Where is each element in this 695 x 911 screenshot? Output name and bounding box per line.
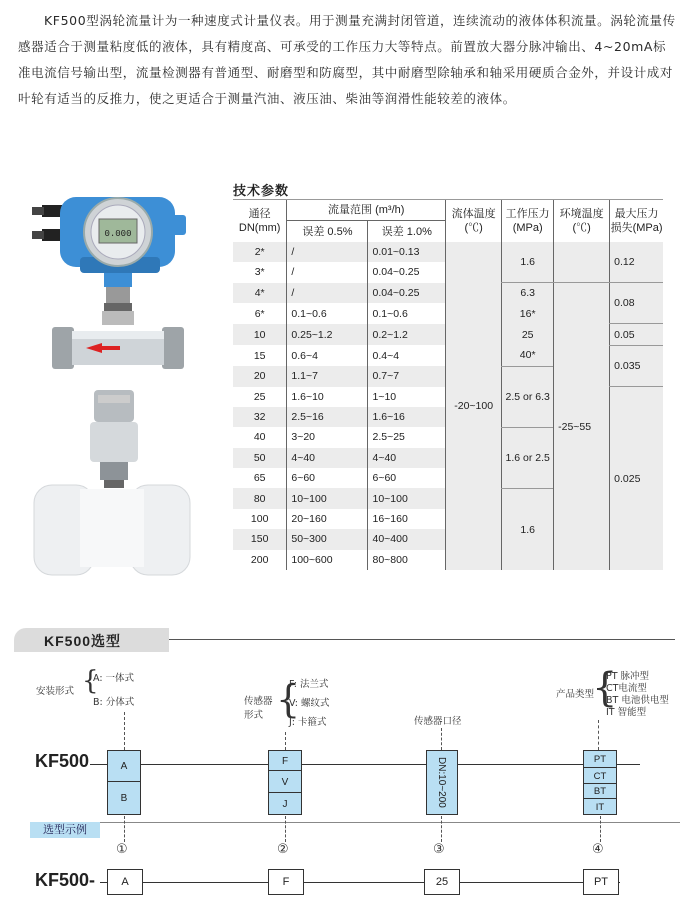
table-row: 32 2.5~16 1.6~16: [233, 407, 663, 427]
loss-value: 0.05: [610, 324, 663, 345]
option-box-v: V: [268, 770, 302, 793]
install-label: 安装形式: [36, 686, 75, 697]
table-row: 15 0.6~4 0.4~4 40* 0.035: [233, 345, 663, 366]
option-box-f: F: [268, 750, 302, 771]
option-box-it: IT: [583, 798, 617, 815]
example-value-product: PT: [583, 869, 619, 895]
header-env-temp: 环境温度(℃): [554, 200, 610, 242]
install-option-b: B: 分体式: [93, 697, 135, 708]
flowmeter-illustration: [20, 185, 220, 585]
option-box-a: A: [107, 750, 141, 782]
example-tag: 选型示例: [30, 822, 100, 838]
intro-paragraph: KF500型涡轮流量计为一种速度式计量仪表。用于测量充满封闭管道，连续流动的液体体积流量。涡轮流量传感器适合于测量粘度低的液体，具有精度高、可承受的工作压力大等特点。前置放大器分脉冲输出、4~20mA标准电流信号输出型，流量检测器有普通型、耐磨型和防腐型，其中耐磨型除轴承和轴采用硬质合金外，并设计成对叶轮有适当的反推力，使之更适合于测量汽油、液压油、柴油等润滑性能较差的液体。: [18, 13, 676, 106]
table-row: 40 3~20 2.5~25 1.6 or 2.5: [233, 427, 663, 447]
table-row: 4* / 0.04~0.25 6.3 -25~55 0.08: [233, 283, 663, 304]
model-line: [90, 764, 640, 765]
table-row: 65 6~60 6~60: [233, 468, 663, 488]
sensor-brace: {: [276, 677, 301, 721]
product-images: [20, 185, 220, 585]
example-value-install: A: [107, 869, 143, 895]
table-row: 20 1.1~7 0.7~7 2.5 or 6.3: [233, 366, 663, 386]
pressure-value: 1.6: [502, 488, 554, 570]
example-model: KF500-: [35, 870, 96, 890]
table-row: 50 4~40 4~40: [233, 448, 663, 468]
option-box-ct: CT: [583, 767, 617, 784]
product-option-it: IT 智能型: [606, 707, 647, 718]
step-number-4: ④: [592, 842, 604, 857]
connector: [124, 816, 125, 842]
connector: [441, 728, 442, 750]
example-divider: [30, 822, 680, 823]
header-err10: 误差 1.0%: [368, 221, 446, 242]
step-number-3: ③: [433, 842, 445, 857]
connector: [598, 720, 599, 750]
product-option-pt: PT 脉冲型: [606, 671, 650, 682]
pressure-value: 25: [502, 324, 554, 345]
connector: [285, 732, 286, 750]
option-box-diameter: [426, 750, 458, 815]
step-number-1: ①: [116, 842, 128, 857]
fluid-temp-value: -20~100: [446, 242, 502, 570]
sensor-label-2: 形式: [244, 710, 264, 721]
env-temp-value: -25~55: [554, 283, 610, 570]
product-option-ct: CT电流型: [606, 683, 647, 694]
product-label: 产品类型: [556, 689, 595, 700]
header-pressure: 工作压力(MPa): [502, 200, 554, 242]
table-row: 100 20~160 16~160: [233, 509, 663, 529]
sensor-option-v: V: 螺纹式: [289, 698, 330, 709]
pressure-value: 6.3: [502, 283, 554, 304]
connector: [124, 712, 125, 750]
connector: [441, 816, 442, 842]
example-line: [100, 882, 620, 883]
table-row: 200 100~600 80~800: [233, 550, 663, 570]
loss-value: 0.025: [610, 387, 663, 571]
option-box-pt: PT: [583, 750, 617, 768]
example-value-diameter: 25: [424, 869, 460, 895]
pressure-value: 2.5 or 6.3: [502, 366, 554, 427]
model-name: KF500: [35, 751, 90, 771]
option-box-b: B: [107, 781, 141, 815]
diameter-range: DN:10~200: [436, 757, 447, 808]
sensor-label-1: 传感器: [244, 696, 273, 707]
loss-value: 0.08: [610, 283, 663, 324]
example-value-sensor: F: [268, 869, 304, 895]
pressure-value: 1.6: [502, 242, 554, 283]
header-max-loss: 最大压力损失(MPa): [610, 200, 663, 242]
header-dn: 通径DN(mm): [233, 200, 287, 242]
install-brace: {: [82, 666, 99, 696]
display-reading: 0.000: [104, 229, 132, 239]
spec-table: [233, 199, 663, 570]
diameter-label: 传感器口径: [414, 716, 462, 727]
table-row: 2* / 0.01~0.13 -20~100 1.6 0.12: [233, 242, 663, 262]
table-row: 3* / 0.04~0.25: [233, 262, 663, 282]
table-row: 150 50~300 40~400: [233, 529, 663, 549]
connector: [600, 816, 601, 842]
header-err05: 误差 0.5%: [287, 221, 368, 242]
selection-title: KF500选型: [44, 633, 122, 649]
pressure-value: 1.6 or 2.5: [502, 427, 554, 488]
loss-value: 0.035: [610, 345, 663, 386]
header-flow-range: 流量范围 (m³/h): [287, 200, 446, 221]
table-row: 10 0.25~1.2 0.2~1.2 25 0.05: [233, 324, 663, 345]
install-option-a: A: 一体式: [93, 673, 135, 684]
step-number-2: ②: [277, 842, 289, 857]
sensor-option-f: F: 法兰式: [289, 679, 329, 690]
pressure-value: 40*: [502, 345, 554, 366]
option-box-j: J: [268, 792, 302, 815]
table-row: 80 10~100 10~100 1.6: [233, 488, 663, 508]
spec-title: 技术参数: [233, 184, 290, 199]
header-fluid-temp: 流体温度(℃): [446, 200, 502, 242]
connector: [285, 816, 286, 842]
product-brace: {: [592, 665, 618, 711]
table-row: 6* 0.1~0.6 0.1~0.6 16*: [233, 303, 663, 323]
sensor-option-j: J: 卡箍式: [289, 717, 327, 728]
selection-divider: [169, 639, 675, 640]
table-row: 25 1.6~10 1~10 0.025: [233, 387, 663, 407]
product-option-bt: BT 电池供电型: [606, 695, 669, 706]
loss-value: 0.12: [610, 242, 663, 283]
option-box-bt: BT: [583, 783, 617, 799]
pressure-value: 16*: [502, 303, 554, 323]
